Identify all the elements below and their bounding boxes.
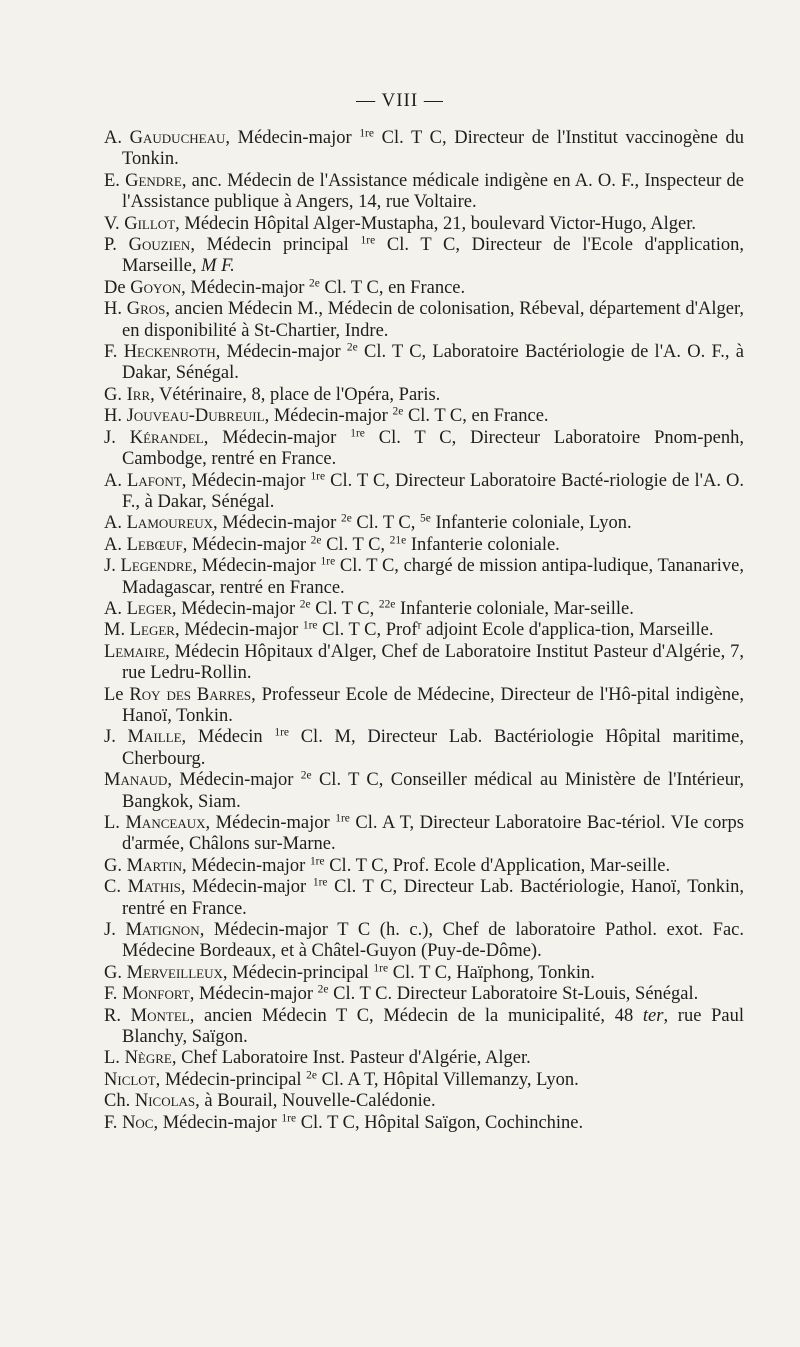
entry-text: , Médecin Hôpitaux d'Alger, Chef de Laboratoire Institut Pasteur d'Algérie, 7, rue Ledru-Rollin. [122,641,744,684]
entry-text: , Médecin-major [189,984,318,1005]
entry-text: , Médecin-major T C (h. c.), Chef de laboratoire Pathol. exot. Fac. Médecine Bordeaux, et à Châtel-Guyon (Puy-de-Dôme). [122,920,745,962]
entry-text: , Médecin-major [192,556,321,577]
entry-name: Niclot [104,1069,156,1090]
entry-superscript: r [417,620,422,633]
entry-superscript: 1re [373,962,389,975]
page-header: — VIII — [356,90,444,111]
list-item [104,471,744,514]
list-item [104,385,744,406]
list-item [104,535,744,556]
entry-text: , Médecin-major [167,770,301,791]
entry-superscript: 1re [302,620,318,633]
entry-superscript: 1re [359,127,374,140]
entry-initial: G. [104,384,122,405]
entry-initial: G. [104,962,122,983]
list-item [104,984,744,1005]
entry-text: , Médecin-principal [155,1069,307,1090]
entry-text: Cl. T C, Hôpital Saïgon, Cochinchine. [296,1112,584,1133]
entry-text: Cl. T C, en France. [319,277,466,298]
entry-italic: M F. [201,256,235,277]
entry-text: Cl. T C, [310,598,379,619]
entry-initial: Le [104,684,124,705]
entry-text: , Médecin-major [181,277,310,298]
entry-name: Manceaux [125,813,206,833]
entry-text: Infanterie coloniale, Lyon. [430,513,632,534]
entry-superscript: 2e [299,598,311,611]
list-item [104,642,744,685]
entry-text: Infanterie coloniale, Mar-seille. [395,598,634,619]
entry-text: Cl. A T, Hôpital Villemanzy, Lyon. [316,1069,579,1090]
entry-name: Nègre [124,1048,172,1069]
entry-initial: A. [104,598,122,619]
entry-text: , Professeur Ecole de Médecine, Directeur de l'Hô-pital indigène, Hanoï, Tonkin. [122,684,745,726]
entry-text: , ancien Médecin T C, Médecin de la municipalité, 48 [189,1005,643,1026]
list-item [104,770,744,813]
list-item [104,1091,744,1112]
list-item [104,513,744,534]
entry-text: Cl. T C, [321,534,390,555]
entry-name: Gillot [124,213,176,234]
entry-initial: A. [104,513,122,534]
list-item [104,1070,744,1091]
entry-name: Gros [126,299,166,320]
entry-initial: R. [104,1005,121,1026]
entry-name: Nicolas [134,1091,196,1112]
list-item [104,214,744,235]
entry-initial: J. [104,556,116,577]
entry-superscript: 22e [378,598,396,611]
list-item [104,1006,744,1049]
entry-initial: G. [104,855,122,876]
list-item [104,685,744,728]
entry-initial: L. [104,1048,120,1069]
entry-initial: J. [104,920,116,941]
entry-text: Cl. T C. Directeur Laboratoire St-Louis, Sénégal. [328,984,699,1005]
entry-text: , Médecin-major [181,470,311,491]
list-item [104,856,744,877]
entry-name: Maille [127,727,182,748]
list-item [104,299,744,342]
entry-text: , Médecin-major [215,342,347,363]
entry-superscript: 2e [392,405,404,418]
entry-text: , Médecin-major [182,855,310,876]
entry-superscript: 1re [309,855,325,868]
entry-initial: A. [104,128,122,148]
entry-text: Infanterie coloniale. [406,534,560,555]
entry-superscript: 2e [310,534,322,547]
entry-name: Monfort [122,984,190,1005]
entry-name: Martin [126,855,183,876]
list-item [104,235,744,278]
member-list [104,128,744,1134]
entry-text: , Médecin-principal [222,962,374,983]
entry-initial: F. [104,984,118,1005]
entry-name: Goyon [130,277,182,298]
entry-name: Merveilleux [126,962,223,983]
entry-text: Cl. T C, Directeur Laboratoire Pnom-penh, Cambodge, rentré en France. [122,427,744,470]
list-item [104,813,744,856]
entry-text: Cl. T C, Directeur Lab. Bactériologie, Hanoï, Tonkin, rentré en France. [122,877,744,919]
entry-name: Lebœuf [126,534,183,555]
entry-text: , Médecin [181,727,275,748]
entry-initial: H. [104,299,122,320]
entry-text: , Médecin-major [182,534,311,555]
entry-text: , Médecin-major [180,877,313,898]
entry-text: Cl. T C, [351,513,420,534]
entry-italic: ter [642,1005,664,1026]
entry-superscript: 2e [317,983,329,996]
entry-superscript: 1re [350,427,365,440]
entry-text: Cl. T C, Directeur de l'Institut vaccinogène du Tonkin. [122,128,744,170]
entry-name: Matignon [125,920,200,941]
entry-name: Noc [122,1112,154,1133]
entry-name: Manaud [104,770,168,791]
entry-superscript: 2e [306,1069,317,1082]
entry-name: Lemaire [104,641,166,662]
entry-text: Cl. T C, chargé de mission antipa-ludique, Tananarive, Madagascar, rentré en France. [122,556,744,598]
entry-text: , Médecin-major [171,598,300,619]
entry-text: , Médecin-major [205,813,336,833]
entry-text: VIe [670,813,699,833]
entry-superscript: 21e [389,534,407,547]
list-item [104,428,744,471]
entry-text: Cl. T C, Directeur Laboratoire Bacté-riologie de l'A. O. F., à Dakar, Sénégal. [122,470,744,512]
entry-text: Cl. T C, Prof. Ecole d'Application, Mar-seille. [324,855,671,876]
entry-text: , Médecin-major [153,1112,282,1133]
entry-name: Gendre [125,170,182,191]
list-item [104,727,744,770]
entry-name: Kérandel [129,427,204,448]
entry-initial: V. [104,213,120,234]
entry-initial: H. [104,406,122,427]
entry-text: , Médecin-major [264,406,393,427]
entry-initial: J. [104,727,116,748]
entry-text: , Chef Laboratoire Inst. Pasteur d'Algérie, Alger. [171,1048,531,1069]
entry-text: , ancien Médecin M., Médecin de colonisation, Rébeval, département d'Alger, en disponibilité à St-Chartier, Indre. [122,299,744,341]
entry-text: , anc. Médecin de l'Assistance médicale indigène en A. O. F., Inspecteur de l'Assistance publique à Angers, 14, rue Voltaire. [122,170,744,213]
entry-initial: F. [104,342,118,363]
entry-text: , rue Paul Blanchy, Saïgon. [122,1005,744,1048]
entry-superscript: 1re [335,812,350,825]
entry-name: Lamoureux [126,513,214,534]
entry-superscript: 2e [300,769,312,782]
entry-superscript: 1re [274,727,289,740]
entry-text: Cl. T C, Haïphong, Tonkin. [388,962,595,983]
entry-text: Cl. T C, Directeur de l'Ecole d'application, Marseille, [122,235,745,277]
entry-initial: J. [104,427,116,448]
entry-name: Roy des Barres [129,684,252,705]
entry-superscript: 1re [281,1112,297,1125]
entry-initial: C. [104,877,121,898]
list-item [104,278,744,299]
entry-text: , Médecin-major [213,513,341,534]
entry-name: Lafont [127,470,182,491]
entry-superscript: 2e [340,513,352,526]
entry-name: Heckenroth [123,342,216,363]
list-item [104,342,744,385]
entry-initial: De [104,277,126,298]
entry-name: Leger [126,598,172,619]
entry-text: Cl. T C, en France. [403,406,549,427]
entry-name: Montel [130,1005,190,1026]
entry-initial: L. [104,813,120,833]
list-item [104,128,744,171]
list-item [104,406,744,427]
entry-text: , à Bourail, Nouvelle-Calédonie. [195,1091,436,1112]
entry-text: , Médecin-major [225,128,360,148]
entry-superscript: 2e [346,341,358,354]
entry-text: Cl. A T, Directeur Laboratoire Bac-tériol. [349,813,671,833]
entry-initial: M. [104,620,126,641]
list-item [104,599,744,620]
entry-initial: P. [104,235,117,256]
entry-superscript: 1re [312,876,328,889]
list-item [104,171,744,214]
entry-text: Cl. T C, Prof [317,620,418,641]
list-item [104,963,744,984]
entry-initial: Ch. [104,1091,131,1112]
entry-text: corps d'armée, Châlons sur-Marne. [122,813,744,855]
entry-text: , Médecin-major [174,620,303,641]
entry-name: Mathis [127,877,181,898]
entry-initial: A. [104,534,122,555]
entry-superscript: 5e [420,513,431,526]
entry-text: Cl. T C, Laboratoire Bactériologie de l'A. O. F., à Dakar, Sénégal. [122,342,744,384]
entry-initial: E. [104,170,120,191]
list-item [104,1048,744,1069]
list-item [104,920,744,963]
list-item [104,556,744,599]
list-item [104,620,744,641]
entry-text: , Médecin Hôpital Alger-Mustapha, 21, boulevard Victor-Hugo, Alger. [175,213,696,234]
entry-text: , Médecin principal [190,235,361,256]
list-item [104,1113,744,1134]
entry-superscript: 1re [360,234,376,247]
entry-text: adjoint Ecole d'applica-tion, Marseille. [421,620,714,641]
entry-name: Irr [126,384,151,405]
entry-text: Cl. T C, Conseiller médical au Ministère de l'Intérieur, Bangkok, Siam. [122,770,744,812]
entry-name: Leger [129,620,175,641]
entry-initial: F. [104,1112,118,1133]
entry-name: Legendre [120,556,193,577]
entry-name: Jouveau-Dubreuil [126,406,265,427]
entry-name: Gouzien [128,235,191,256]
entry-text: Cl. M, Directeur Lab. Bactériologie Hôpital maritime, Cherbourg. [122,727,744,769]
entry-initial: A. [104,470,122,491]
entry-text: , Médecin-major [203,427,351,448]
entry-superscript: 1re [310,470,326,483]
entry-text: , Vétérinaire, 8, place de l'Opéra, Paris. [150,384,441,405]
entry-superscript: 1re [320,555,336,568]
entry-name: Gauducheau [129,128,226,148]
list-item [104,877,744,920]
entry-superscript: 2e [309,277,320,290]
